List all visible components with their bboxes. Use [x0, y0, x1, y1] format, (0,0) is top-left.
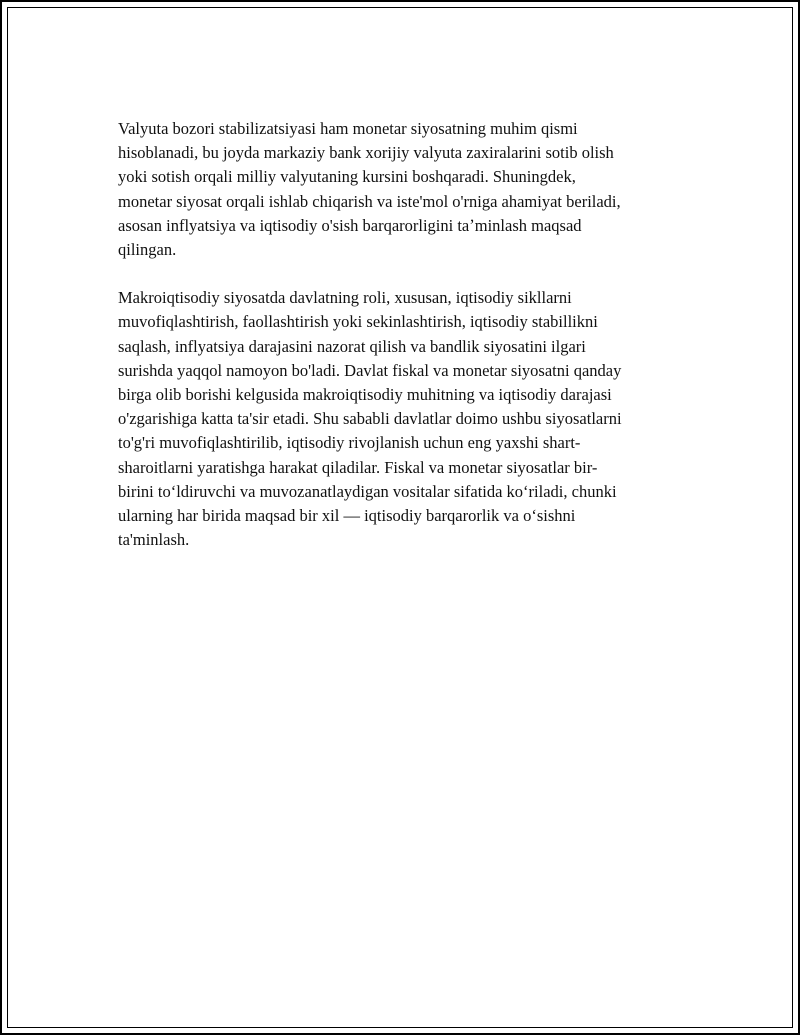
text-line: ta'minlash. — [118, 530, 190, 550]
text-line: asosan inflyatsiya va iqtisodiy o'sish barqarorligini taʼminlash maqsad — [118, 215, 582, 235]
text-line: Makroiqtisodiy siyosatda davlatning roli, xususan, iqtisodiy sikllarni — [118, 288, 572, 308]
text-line: ularning har birida maqsad bir xil — iqtisodiy barqarorlik va oʻsishni — [118, 506, 576, 526]
text-line: birga olib borishi kelgusida makroiqtisodiy muhitning va iqtisodiy darajasi — [118, 385, 612, 405]
text-line: birini toʻldiruvchi va muvozanatlaydigan vositalar sifatida koʻriladi, chunki — [118, 481, 617, 501]
text-line: monetar siyosat orqali ishlab chiqarish va iste'mol o'rniga ahamiyat beriladi, — [118, 191, 621, 211]
text-line: muvofiqlashtirish, faollashtirish yoki sekinlashtirish, iqtisodiy stabillikni — [118, 312, 598, 332]
text-line: yoki sotish orqali milliy valyutaning kursini boshqaradi. Shuningdek, — [118, 167, 576, 187]
text-line: sharoitlarni yaratishga harakat qiladilar. Fiskal va monetar siyosatlar bir- — [118, 457, 598, 477]
text-line: qilingan. — [118, 240, 177, 260]
document-body — [118, 117, 688, 552]
text-line: o'zgarishiga katta ta'sir etadi. Shu sababli davlatlar doimo ushbu siyosatlarni — [118, 409, 622, 429]
text-line: surishda yaqqol namoyon bo'ladi. Davlat fiskal va monetar siyosatni qanday — [118, 360, 622, 380]
paragraph-currency-stabilization — [118, 117, 688, 262]
text-line: Valyuta bozori stabilizatsiyasi ham monetar siyosatning muhim qismi — [118, 119, 578, 138]
text-line: saqlash, inflyatsiya darajasini nazorat qilish va bandlik siyosatini ilgari — [118, 336, 586, 356]
paragraph-macroeconomic-policy — [118, 286, 688, 552]
text-line: to'g'ri muvofiqlashtirilib, iqtisodiy rivojlanish uchun eng yaxshi shart- — [118, 433, 581, 453]
text-line: hisoblanadi, bu joyda markaziy bank xorijiy valyuta zaxiralarini sotib olish — [118, 143, 614, 163]
